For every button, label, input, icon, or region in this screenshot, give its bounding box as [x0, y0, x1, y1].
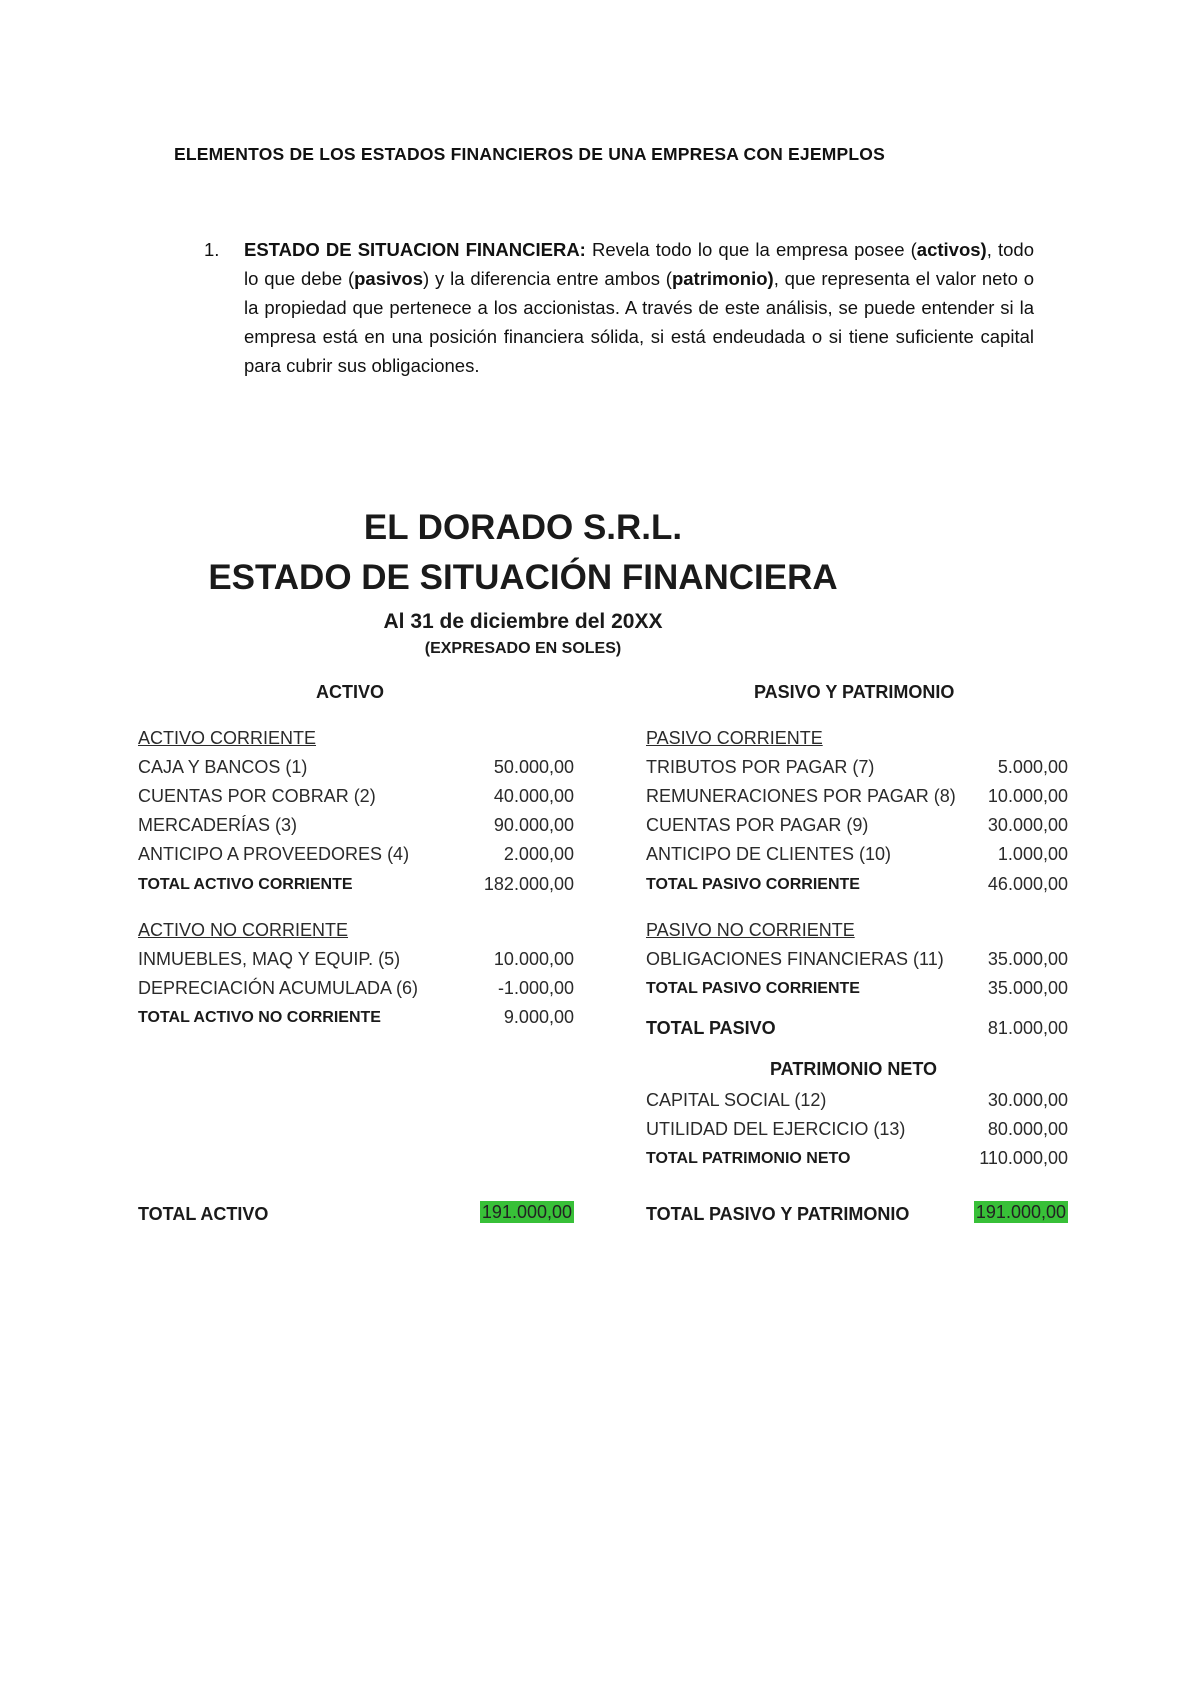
total-activo-corriente-value: 182.000,00 [483, 874, 574, 894]
total-pasivo-label: TOTAL PASIVO [646, 1018, 776, 1038]
pasivo-no-corriente-heading: PASIVO NO CORRIENTE [646, 920, 855, 940]
activo-heading: ACTIVO [316, 682, 385, 702]
activo-corriente-heading: ACTIVO CORRIENTE [138, 728, 317, 748]
asset-row-label: CUENTAS POR COBRAR (2) [138, 786, 376, 806]
item-bold-pasivos: pasivos [354, 268, 424, 289]
list-item-text [244, 235, 1034, 380]
total-pasivo-no-corriente-value: 35.000,00 [987, 978, 1068, 998]
liability-row-label: TRIBUTOS POR PAGAR (7) [646, 757, 875, 777]
balance-sheet-image [138, 502, 1068, 1242]
equity-row-value: 30.000,00 [987, 1090, 1068, 1110]
equity-row-value: 80.000,00 [987, 1119, 1068, 1139]
item-bold-activos: activos) [916, 239, 987, 260]
item-text-2: , todo lo que debe ( [244, 239, 1035, 289]
equity-row-label: UTILIDAD DEL EJERCICIO (13) [646, 1119, 906, 1139]
asset-row-value: -1.000,00 [497, 978, 574, 998]
asset-row-value: 10.000,00 [493, 949, 574, 969]
pasivo-patrimonio-heading: PASIVO Y PATRIMONIO [754, 682, 955, 702]
statement-title: ESTADO DE SITUACIÓN FINANCIERA [208, 558, 838, 597]
asset-row-value: 2.000,00 [503, 844, 574, 864]
item-heading: ESTADO DE SITUACION FINANCIERA: [244, 239, 586, 260]
asset-row-label: INMUEBLES, MAQ Y EQUIP. (5) [138, 949, 401, 969]
total-pasivo-no-corriente-label: TOTAL PASIVO CORRIENTE [646, 980, 860, 997]
pasivo-corriente-heading: PASIVO CORRIENTE [646, 728, 823, 748]
total-pasivo-patrimonio-value [974, 1202, 1068, 1223]
total-activo-corriente-label: TOTAL ACTIVO CORRIENTE [138, 876, 353, 893]
item-text-1: Revela todo lo que la empresa posee ( [585, 239, 917, 260]
item-text-3: ) y la diferencia entre ambos ( [423, 268, 672, 289]
asset-row-value: 40.000,00 [493, 786, 574, 806]
asset-row-label: DEPRECIACIÓN ACUMULADA (6) [138, 978, 419, 998]
total-pasivo-patrimonio-label: TOTAL PASIVO Y PATRIMONIO [646, 1204, 910, 1224]
liability-row-value: 5.000,00 [997, 757, 1068, 777]
equity-row-label: CAPITAL SOCIAL (12) [646, 1090, 827, 1110]
company-name: EL DORADO S.R.L. [363, 508, 683, 547]
liability-row-value: 30.000,00 [987, 815, 1068, 835]
liability-row-label: REMUNERACIONES POR PAGAR (8) [646, 786, 956, 806]
item-bold-patrimonio: patrimonio) [671, 268, 774, 289]
total-activo-label: TOTAL ACTIVO [138, 1204, 269, 1224]
asset-row-value: 90.000,00 [493, 815, 574, 835]
activo-no-corriente-heading: ACTIVO NO CORRIENTE [138, 920, 349, 940]
asset-row-label: CAJA Y BANCOS (1) [138, 757, 308, 777]
list-item [204, 235, 1034, 380]
total-pasivo-corriente-value: 46.000,00 [987, 874, 1068, 894]
document-title: ELEMENTOS DE LOS ESTADOS FINANCIEROS DE UNA EMPRESA CON EJEMPLOS [174, 144, 885, 164]
liability-row-label: OBLIGACIONES FINANCIERAS (11) [646, 949, 944, 969]
total-activo-no-corriente-value: 9.000,00 [503, 1007, 574, 1027]
total-pasivo-corriente-label: TOTAL PASIVO CORRIENTE [646, 876, 860, 893]
total-activo-highlight: 191.000,00 [481, 1202, 572, 1222]
asset-row-label: ANTICIPO A PROVEEDORES (4) [138, 844, 410, 864]
total-pasivo-patrimonio-highlight: 191.000,00 [975, 1202, 1066, 1222]
total-activo-no-corriente-label: TOTAL ACTIVO NO CORRIENTE [138, 1009, 381, 1026]
item-text-4: , que representa el valor neto o la propiedad que pertenece a los accionistas. A través de este análisis, se puede entender si la empresa está en una posición financiera sólida, si está endeudada o si tiene suficiente capital para cubrir sus obligaciones. [244, 268, 1034, 376]
asset-row-label: MERCADERÍAS (3) [138, 815, 298, 835]
liability-row-label: CUENTAS POR PAGAR (9) [646, 815, 869, 835]
total-patrimonio-neto-label: TOTAL PATRIMONIO NETO [646, 1150, 851, 1167]
asset-row-value: 50.000,00 [493, 757, 574, 777]
liability-row-value: 10.000,00 [987, 786, 1068, 806]
statement-date: Al 31 de diciembre del 20XX [383, 610, 663, 633]
liability-row-label: ANTICIPO DE CLIENTES (10) [646, 844, 892, 864]
list-item-number: 1. [204, 239, 220, 260]
liability-row-value: 1.000,00 [997, 844, 1068, 864]
total-patrimonio-neto-value: 110.000,00 [979, 1148, 1068, 1168]
statement-currency: (EXPRESADO EN SOLES) [424, 640, 622, 657]
patrimonio-neto-heading: PATRIMONIO NETO [770, 1059, 938, 1079]
total-pasivo-value: 81.000,00 [987, 1018, 1068, 1038]
liability-row-value: 35.000,00 [987, 949, 1068, 969]
total-activo-value [480, 1202, 574, 1223]
